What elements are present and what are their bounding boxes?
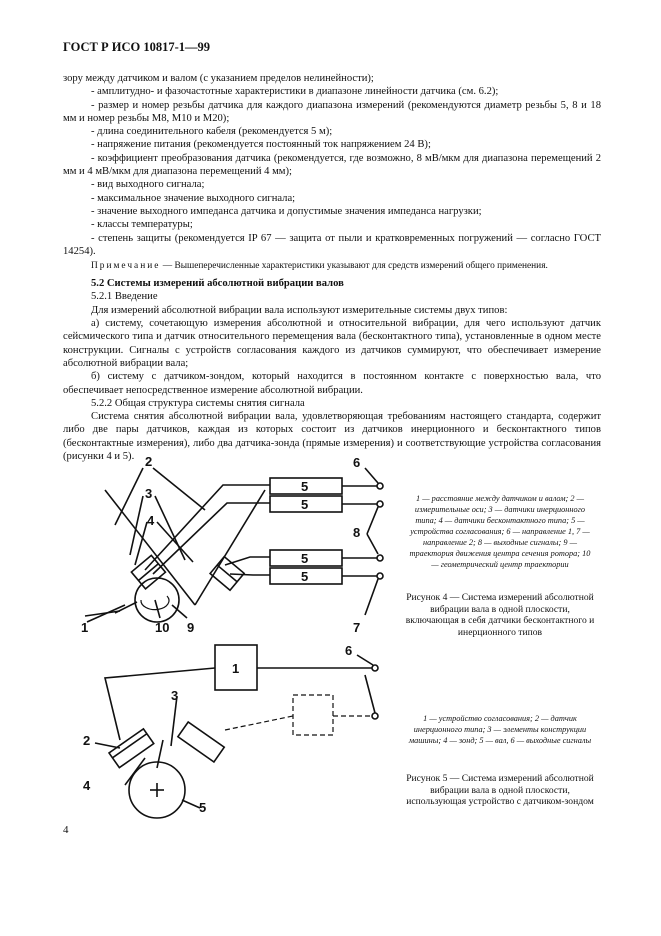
figure-5-diagram bbox=[75, 640, 395, 820]
list-item: - длина соединительного кабеля (рекомендуется 5 м); bbox=[91, 126, 333, 138]
fig4-label: 9 bbox=[187, 620, 195, 635]
list-item: - степень защиты (рекомендуется IP 67 — защита от пыли и кратковременных погружений — согласно ГОСТ 14254). bbox=[63, 232, 601, 257]
fig4-label: 10 bbox=[155, 620, 170, 635]
fig4-label: 7 bbox=[353, 620, 361, 635]
fig4-label: 3 bbox=[145, 486, 153, 501]
figure-5-title: Рисунок 5 — Система измерений абсолютной вибрации вала в одной плоскости, использующая устройство с датчиком-зондом bbox=[406, 773, 594, 807]
page-number: 4 bbox=[63, 824, 69, 836]
body-text bbox=[63, 72, 601, 463]
paragraph: зору между датчиком и валом (с указанием пределов нелинейности); bbox=[63, 73, 374, 84]
list-item: - коэффициент преобразования датчика (рекомендуется, где возможно, 8 мВ/мкм для диапазона перемещений 2 мм и 4 мВ/мкм для диапазона перемещений 4 мм); bbox=[63, 152, 601, 178]
list-item: - размер и номер резьбы датчика для каждого диапазона измерений (рекомендуются диаметр резьбы 5, 8 и 18 мм и номер резьбы М8, М10 и М20); bbox=[63, 99, 601, 124]
list-item: - напряжение питания (рекомендуется постоянный ток напряжением 24 В); bbox=[91, 139, 431, 151]
fig5-label: 5 bbox=[199, 800, 207, 815]
fig4-label: 5 bbox=[301, 479, 309, 494]
list-item: - значение выходного импеданса датчика и допустимые значения импеданса нагрузки; bbox=[91, 205, 482, 217]
fig4-label: 5 bbox=[301, 551, 309, 566]
subsection-title: 5.2.1 Введение bbox=[91, 291, 158, 303]
figure-4-legend: 1 — расстояние между датчиком и валом; 2 — измерительные оси; 3 — датчики инерционного типа; 4 — датчики бесконтактного типа; 5 — устройства согласования; 6 — направление 1, 7 — направление 2; 8 — выходные сигналы; 9 — траектория движения центра сечения ротора; 10 — геометрический центр траектории bbox=[409, 494, 591, 569]
note bbox=[63, 260, 601, 272]
note-label: Примечание bbox=[91, 261, 161, 272]
fig4-label: 6 bbox=[353, 455, 361, 470]
list-item: - максимальное значение выходного сигнала; bbox=[91, 192, 296, 204]
fig4-label: 4 bbox=[147, 513, 155, 528]
paragraph: а) систему, сочетающую измерения абсолютной и относительной вибрации, для чего используют датчик сейсмического типа и датчик относительного перемещения вала (бесконтактного типа), установленные в одном месте конструкции. Сигналы с устройств согласования каждого из датчиков суммируют, что обеспечивает измерение абсолютной вибрации вала; bbox=[63, 318, 601, 369]
document-header: ГОСТ Р ИСО 10817-1—99 bbox=[63, 40, 211, 54]
list-item: - вид выходного сигнала; bbox=[91, 179, 205, 191]
note-text: — Вышеперечисленные характеристики указывают для средств измерений общего применения. bbox=[160, 261, 548, 272]
fig4-label: 5 bbox=[301, 569, 309, 584]
paragraph: Система снятия абсолютной вибрации вала, удовлетворяющая требованиям настоящего стандарта, содержит либо две пары датчиков, каждая из которых состоит из датчиков инерционного и бесконтактного типов (бесконтактные измерения), либо два датчика-зонда (прямые измерения) и соответствующие устройства согласования (рисунки 4 и 5). bbox=[63, 411, 601, 463]
figure-4-diagram bbox=[75, 450, 395, 645]
figure-4-title: Рисунок 4 — Система измерений абсолютной вибрации вала в одной плоскости, включающая в себя датчики бесконтактного и инерционного типов bbox=[405, 592, 595, 638]
paragraph: б) систему с датчиком-зондом, который находится в постоянном контакте с поверхностью вала, что обеспечивает непосредственное измерение абсолютной вибрации. bbox=[63, 371, 601, 396]
fig5-label: 3 bbox=[171, 688, 179, 703]
section-title: 5.2 Системы измерений абсолютной вибрации валов bbox=[91, 278, 344, 290]
subsection-title: 5.2.2 Общая структура системы снятия сигнала bbox=[91, 397, 305, 409]
list-item: - амплитудно- и фазочастотные характеристики в диапазоне линейности датчика (см. 6.2); bbox=[91, 86, 499, 98]
paragraph: Для измерений абсолютной вибрации вала используют измерительные системы двух типов: bbox=[91, 304, 508, 316]
fig4-label: 1 bbox=[81, 620, 89, 635]
list-item: - классы температуры; bbox=[91, 219, 193, 231]
fig4-label: 2 bbox=[145, 454, 153, 469]
fig5-label: 6 bbox=[345, 643, 353, 658]
fig5-label: 4 bbox=[83, 778, 91, 793]
figure-5-legend: 1 — устройство согласования; 2 — датчик инерционного типа; 3 — элементы конструкции машины; 4 — зонд; 5 — вал, 6 — выходные сигналы bbox=[408, 714, 592, 745]
fig5-label: 2 bbox=[83, 733, 91, 748]
fig4-label: 5 bbox=[301, 497, 309, 512]
fig5-label: 1 bbox=[232, 661, 240, 676]
fig4-label: 8 bbox=[353, 525, 361, 540]
